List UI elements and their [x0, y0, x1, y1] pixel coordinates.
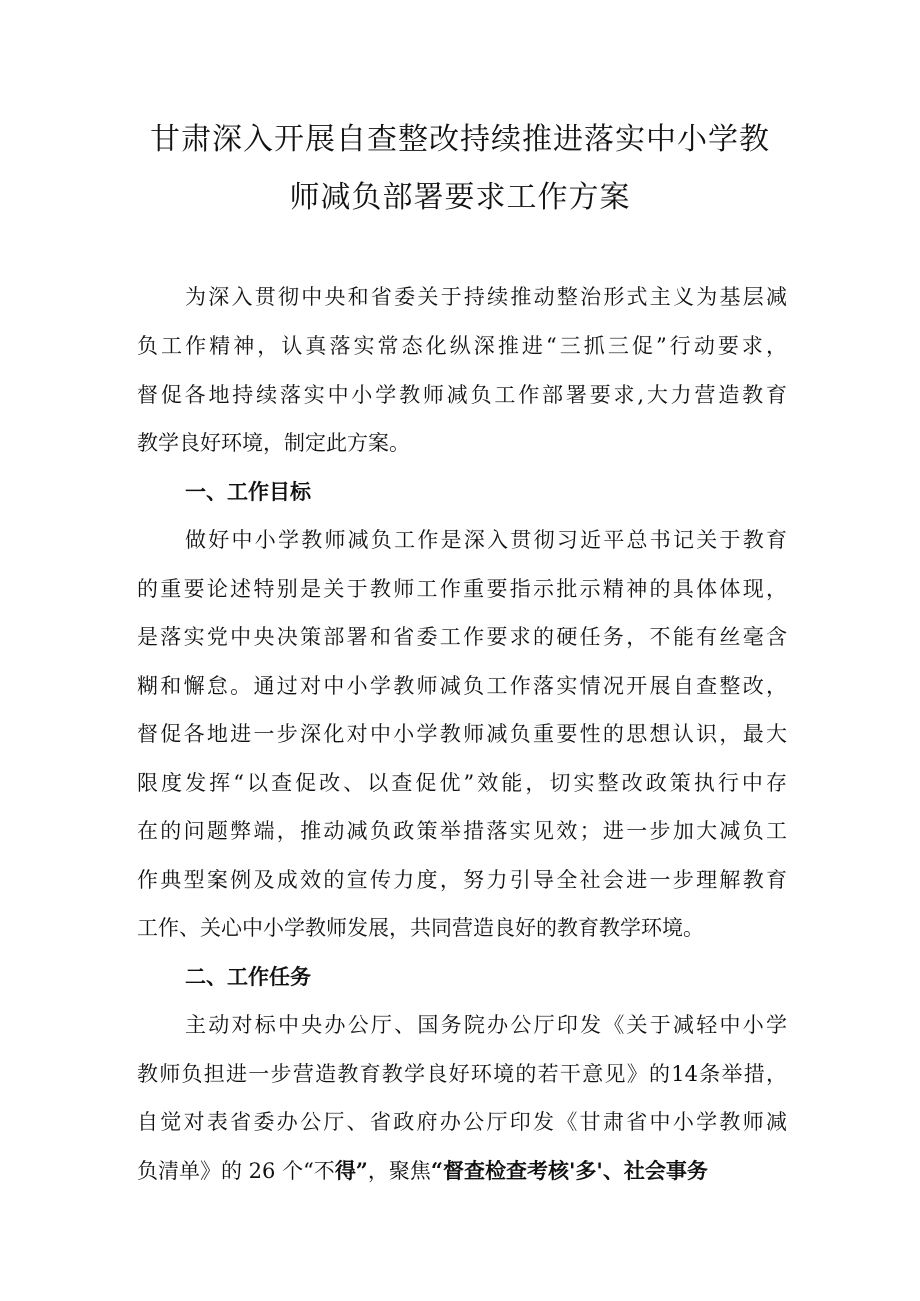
tasks-line-4-bold-1: 得” — [334, 1158, 368, 1183]
goals-line-7: 在的问题弊端，推动减负政策举措落实见效；进一步加大减负工 — [137, 819, 787, 843]
document-title-line-2: 师减负部署要求工作方案 — [289, 180, 631, 215]
intro-line-1: 为深入贯彻中央和省委关于持续推动整治形式主义为基层减 — [185, 285, 787, 309]
tasks-line-4 — [137, 1156, 787, 1186]
goals-line-9: 工作、关心中小学教师发展，共同营造良好的教育教学环境。 — [137, 916, 704, 940]
tasks-line-2: 教师负担进一步营造教育教学良好环境的若干意见》的14条举措， — [137, 1062, 787, 1086]
intro-line-2: 负工作精神，认真落实常态化纵深推进“三抓三促”行动要求， — [137, 334, 787, 358]
goals-line-4: 糊和懈怠。通过对中小学教师减负工作落实情况开展自查整改， — [137, 674, 787, 698]
goals-line-5: 督促各地进一步深化对中小学教师减负重要性的思想认识，最大 — [137, 722, 787, 746]
intro-line-3: 督促各地持续落实中小学教师减负工作部署要求,大力营造教育 — [137, 383, 787, 407]
goals-line-1: 做好中小学教师减负工作是深入贯彻习近平总书记关于教育 — [185, 528, 787, 552]
section-heading-goals: 一、工作目标 — [185, 480, 311, 504]
tasks-line-3: 自觉对表省委办公厅、省政府办公厅印发《甘肃省中小学教师减 — [137, 1110, 787, 1134]
goals-line-8: 作典型案例及成效的宣传力度，努力引导全社会进一步理解教育 — [137, 868, 787, 892]
tasks-line-4-part-1: 负清单》的 26 个“不 — [137, 1159, 335, 1183]
tasks-line-1: 主动对标中央办公厅、国务院办公厅印发《关于减轻中小学 — [185, 1013, 787, 1037]
tasks-line-4-bold-2: “督查检查考核'多'、社会事务 — [430, 1158, 708, 1183]
goals-line-6: 限度发挥“以查促改、以查促优”效能，切实整改政策执行中存 — [137, 771, 787, 795]
section-heading-tasks: 二、工作任务 — [185, 965, 311, 989]
goals-line-2: 的重要论述特别是关于教师工作重要指示批示精神的具体体现， — [137, 577, 787, 601]
intro-line-4: 教学良好环境，制定此方案。 — [137, 431, 410, 455]
document-title-line-1: 甘肃深入开展自查整改持续推进落实中小学教 — [150, 122, 770, 157]
tasks-line-4-part-3: ，聚焦 — [367, 1159, 431, 1183]
goals-line-3: 是落实党中央决策部署和省委工作要求的硬任务，不能有丝毫含 — [137, 625, 787, 649]
